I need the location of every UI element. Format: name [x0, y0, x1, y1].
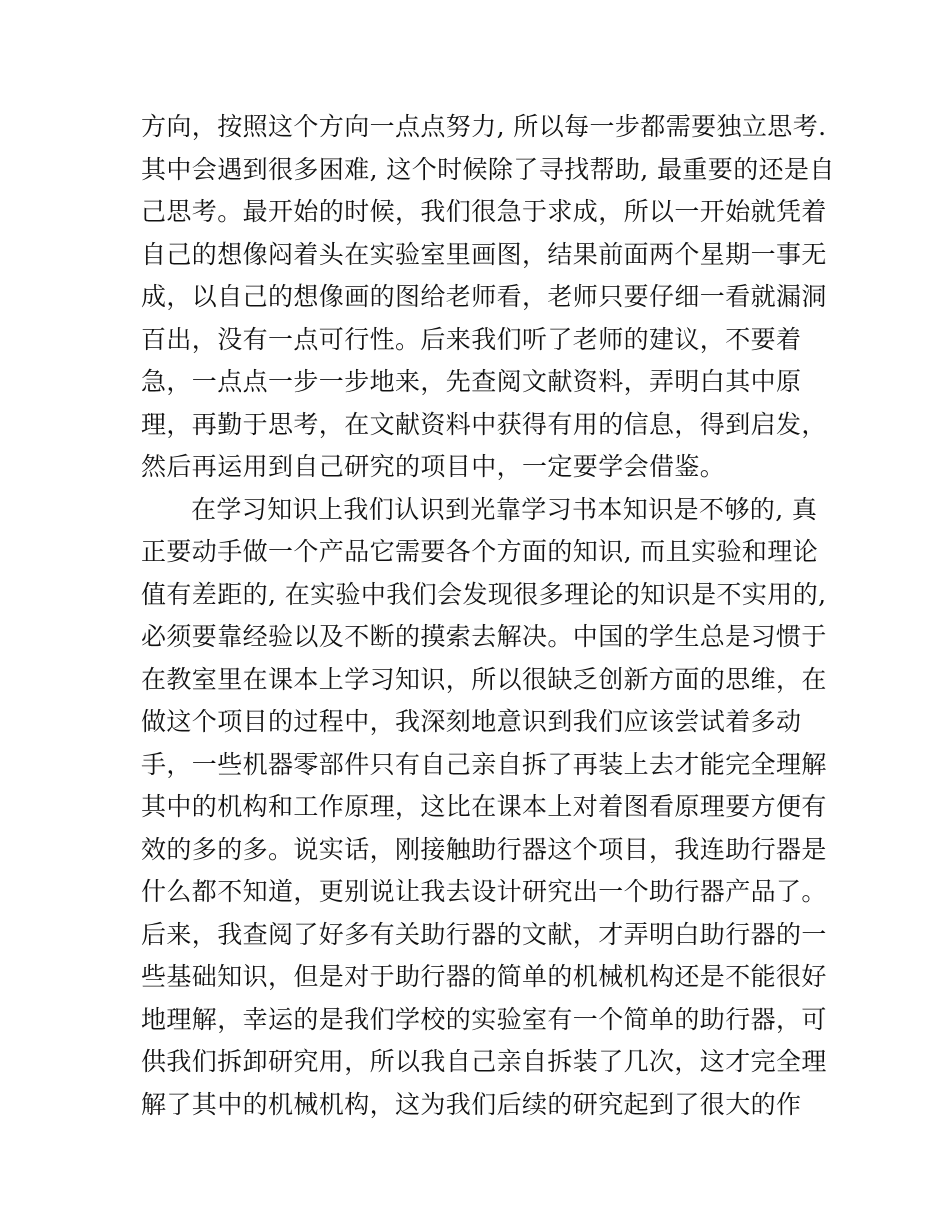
- text-line: 己思考。最开始的时候，我们很急于求成，所以一开始就凭着: [141, 197, 827, 226]
- text-line: 自己的想像闷着头在实验室里画图，结果前面两个星期一事无: [141, 239, 827, 269]
- text-line: 其中的机构和工作原理，这比在课本上对着图看原理要方便有: [141, 792, 827, 821]
- text-line: 正要动手做一个产品它需要各个方面的知识, 而且实验和理论: [141, 537, 819, 566]
- text-line: 必须要靠经验以及不断的摸索去解决。中国的学生总是习惯于: [141, 622, 827, 651]
- text-line: 成，以自己的想像画的图给老师看，老师只要仔细一看就漏洞: [141, 282, 827, 311]
- text-line: 理，再勤于思考，在文献资料中获得有用的信息，得到启发，: [141, 409, 827, 439]
- text-line: 后来，我查阅了好多有关助行器的文献，才弄明白助行器的一: [141, 919, 827, 949]
- text-line: 方向，按照这个方向一点点努力, 所以每一步都需要独立思考.: [141, 112, 827, 141]
- paragraph-start-line: 在学习知识上我们认识到光靠学习书本知识是不够的, 真: [191, 494, 818, 524]
- text-line: 供我们拆卸研究用，所以我自己亲自拆装了几次，这才完全理: [141, 1047, 827, 1076]
- text-line: 急，一点点一步一步地来，先查阅文献资料，弄明白其中原: [141, 367, 802, 396]
- text-line: 些基础知识，但是对于助行器的简单的机械机构还是不能很好: [141, 962, 827, 991]
- text-line: 效的多的多。说实话，刚接触助行器这个项目，我连助行器是: [141, 834, 827, 864]
- text-line: 然后再运用到自己研究的项目中，一定要学会借鉴。: [141, 452, 726, 481]
- text-line: 地理解，幸运的是我们学校的实验室有一个简单的助行器，可: [141, 1004, 827, 1034]
- text-line: 值有差距的, 在实验中我们会发现很多理论的知识是不实用的,: [141, 579, 827, 609]
- body-text: [141, 106, 835, 1126]
- text-line: 其中会遇到很多困难, 这个时候除了寻找帮助, 最重要的还是自: [141, 154, 835, 184]
- text-line: 手，一些机器零部件只有自己亲自拆了再装上去才能完全理解: [141, 749, 827, 779]
- text-line: 做这个项目的过程中，我深刻地意识到我们应该尝试着多动: [141, 707, 802, 736]
- text-line: 解了其中的机械机构，这为我们后续的研究起到了很大的作: [141, 1089, 802, 1119]
- text-line: 百出，没有一点可行性。后来我们听了老师的建议，不要着: [141, 324, 802, 354]
- text-line: 什么都不知道，更别说让我去设计研究出一个助行器产品了。: [141, 877, 827, 906]
- text-line: 在教室里在课本上学习知识，所以很缺乏创新方面的思维，在: [141, 664, 827, 694]
